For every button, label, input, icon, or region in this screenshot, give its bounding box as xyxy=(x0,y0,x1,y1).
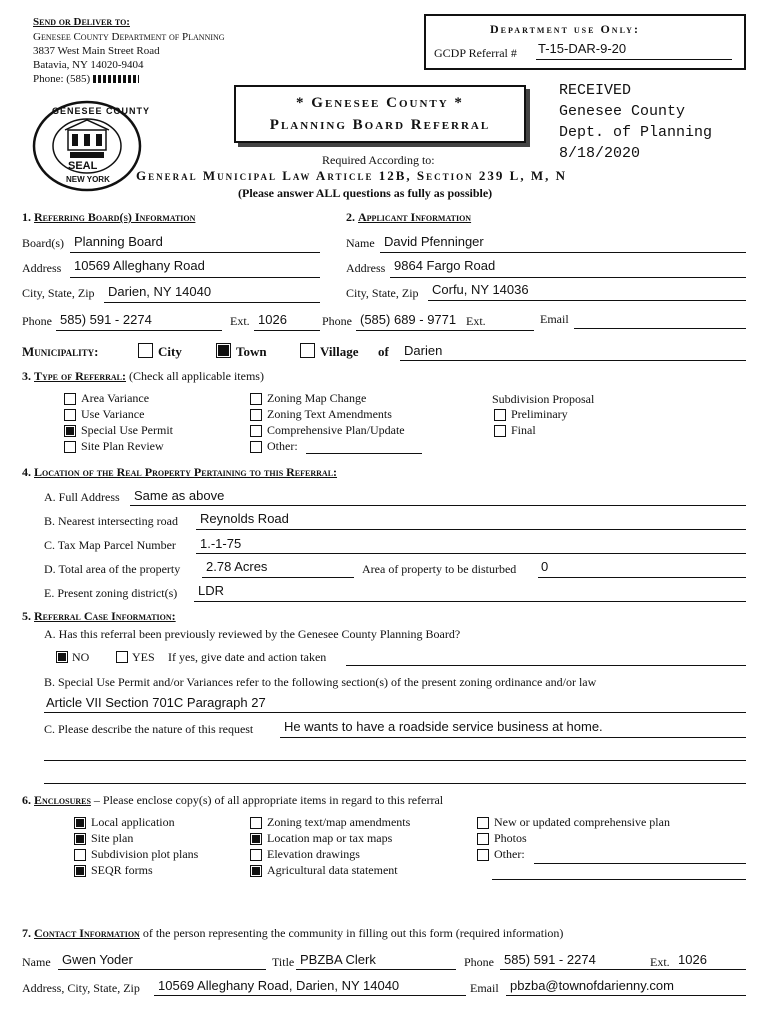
s1-address-field[interactable]: 10569 Alleghany Road xyxy=(74,258,205,273)
enclosure-b-checkbox-0[interactable] xyxy=(250,817,262,829)
s7-ext-field[interactable]: 1026 xyxy=(678,952,707,967)
s7-email-label: Email xyxy=(470,981,499,995)
enclosure-c-label-1: Photos xyxy=(494,831,527,845)
sender-org: Genesee County Department of Planning xyxy=(33,31,225,43)
city-label: City xyxy=(158,344,182,359)
subdivision-label-1: Final xyxy=(511,423,536,437)
town-label: Town xyxy=(236,344,267,359)
referral-type-label-0: Area Variance xyxy=(81,391,150,405)
s4-d2-line xyxy=(538,577,746,578)
referral-type-label-1: Use Variance xyxy=(81,407,145,421)
section4-title xyxy=(22,465,337,480)
section1-num: 1. xyxy=(22,210,31,224)
seal-middle-text: SEAL xyxy=(68,160,98,172)
village-label: Village xyxy=(320,344,359,359)
department-use-box xyxy=(424,14,746,70)
enclosure-checkbox-0[interactable] xyxy=(74,817,86,829)
s4-d2-field[interactable]: 0 xyxy=(541,559,549,574)
enclosure-b-checkbox-3[interactable] xyxy=(250,865,262,877)
section5-num: 5. xyxy=(22,609,31,623)
referral-type-b-label-0: Zoning Map Change xyxy=(267,391,367,405)
referral-type-label-3: Site Plan Review xyxy=(81,439,164,453)
s1-phone-field[interactable]: 585) 591 - 2274 xyxy=(60,312,152,327)
sender-street: 3837 West Main Street Road xyxy=(33,45,160,57)
enclosure-c-checkbox-1[interactable] xyxy=(477,833,489,845)
dept-use-heading: Department use Only: xyxy=(490,22,640,36)
enclosure-label-2: Subdivision plot plans xyxy=(91,847,199,861)
enclosure-checkbox-1[interactable] xyxy=(74,833,86,845)
section6-title xyxy=(22,793,443,808)
redacted-phone-icon xyxy=(93,75,139,83)
s7-phone-label: Phone xyxy=(464,955,494,969)
s1-phone-label: Phone xyxy=(22,314,52,328)
previously-reviewed-yes-checkbox[interactable] xyxy=(116,651,128,663)
if-yes-label: If yes, give date and action taken xyxy=(168,650,327,664)
section2-heading: Applicant Information xyxy=(358,210,472,224)
s2-phone-label: Phone xyxy=(322,314,352,328)
referral-type-checkbox-3[interactable] xyxy=(64,441,76,453)
municipality-label: Municipality: xyxy=(22,344,99,359)
received-stamp-line1: RECEIVED xyxy=(559,82,632,99)
s7-email-field[interactable]: pbzba@townofdarienny.com xyxy=(510,978,674,993)
section7-heading: Contact Information xyxy=(34,926,140,940)
if-yes-line xyxy=(346,665,746,666)
s3-other-line xyxy=(306,453,422,454)
enclosure-label-1: Site plan xyxy=(91,831,134,845)
section1-heading: Referring Board(s) Information xyxy=(34,210,196,224)
s1-ext-field[interactable]: 1026 xyxy=(258,312,287,327)
title-box xyxy=(234,85,526,143)
sender-heading: Send or Deliver to: xyxy=(33,16,130,28)
s2-ext-label: Ext. xyxy=(466,314,486,328)
section4-heading: Location of the Real Property Pertaining to this Referral: xyxy=(34,465,338,479)
enclosure-c-checkbox-2[interactable] xyxy=(477,849,489,861)
title-line2: Planning Board Referral xyxy=(269,117,491,133)
s2-address-line xyxy=(390,277,746,278)
s1-phone-line xyxy=(56,330,222,331)
enclosure-c-checkbox-0[interactable] xyxy=(477,817,489,829)
received-stamp-line3: Dept. of Planning xyxy=(559,124,713,141)
section3-title xyxy=(22,369,264,384)
s7-title-label: Title xyxy=(272,955,295,969)
city-checkbox[interactable] xyxy=(138,343,153,358)
s7-phone-line xyxy=(500,969,746,970)
s5-b-line xyxy=(44,712,746,713)
s1-ext-label: Ext. xyxy=(230,314,250,328)
municipality-field[interactable]: Darien xyxy=(404,343,443,358)
referral-type-b-checkbox-0[interactable] xyxy=(250,393,262,405)
section5-title xyxy=(22,609,176,624)
section2-title xyxy=(346,210,471,225)
referral-type-b-label-2: Comprehensive Plan/Update xyxy=(267,423,405,437)
s5-c-label: C. Please describe the nature of this request xyxy=(44,722,254,736)
section2-num: 2. xyxy=(346,210,355,224)
s5-b-label: B. Special Use Permit and/or Variances refer to the following section(s) of the present zoning ordinance and/or law xyxy=(44,675,597,689)
referral-type-b-checkbox-1[interactable] xyxy=(250,409,262,421)
s5-c-line xyxy=(280,737,746,738)
no-label: NO xyxy=(72,650,90,664)
section7-subtitle: of the person representing the community in filling out this form (required information) xyxy=(142,926,564,940)
s4-a-field[interactable]: Same as above xyxy=(134,488,225,503)
s4-c-line xyxy=(196,553,746,554)
s2-name-label: Name xyxy=(346,236,375,250)
s1-address-label: Address xyxy=(22,261,62,275)
s4-d-label: D. Total area of the property xyxy=(44,562,181,576)
s4-b-label: B. Nearest intersecting road xyxy=(44,514,178,528)
subdivision-checkbox-1[interactable] xyxy=(494,425,506,437)
s5-c-field[interactable]: He wants to have a roadside service business at home. xyxy=(284,719,603,734)
s4-d-line xyxy=(202,577,354,578)
s7-name-line xyxy=(58,969,266,970)
s2-phone-field[interactable]: (585) 689 - 9771 xyxy=(360,312,457,327)
section6-num: 6. xyxy=(22,793,31,807)
referral-line xyxy=(536,59,732,60)
enclosure-label-3: SEQR forms xyxy=(91,863,153,877)
s4-a-label: A. Full Address xyxy=(44,490,120,504)
town-checkbox[interactable] xyxy=(216,343,231,358)
enclosure-b-checkbox-2[interactable] xyxy=(250,849,262,861)
s1-csz-field[interactable]: Darien, NY 14040 xyxy=(108,284,212,299)
s7-phone-field[interactable]: 585) 591 - 2274 xyxy=(504,952,596,967)
referral-type-label-2: Special Use Permit xyxy=(81,423,173,437)
section7-num: 7. xyxy=(22,926,31,940)
enclosure-b-checkbox-1[interactable] xyxy=(250,833,262,845)
s7-name-field[interactable]: Gwen Yoder xyxy=(62,952,133,967)
s5-b-field[interactable]: Article VII Section 701C Paragraph 27 xyxy=(46,695,266,710)
s4-b-field[interactable]: Reynolds Road xyxy=(200,511,289,526)
enclosure-b-label-3: Agricultural data statement xyxy=(267,863,398,877)
of-label: of xyxy=(378,344,389,359)
referral-type-b-label-1: Zoning Text Amendments xyxy=(267,407,392,421)
law-article: General Municipal Law Article 12B, Section 239 L, M, N xyxy=(136,168,567,183)
enclosure-checkbox-3[interactable] xyxy=(74,865,86,877)
board-label: Board(s) xyxy=(22,236,64,250)
sender-phone-label: Phone: (585) xyxy=(33,73,91,85)
s4-e-field[interactable]: LDR xyxy=(198,583,225,598)
s2-csz-field[interactable]: Corfu, NY 14036 xyxy=(432,282,529,297)
referral-type-checkbox-1[interactable] xyxy=(64,409,76,421)
received-stamp-line4: 8/18/2020 xyxy=(559,145,641,162)
s4-c-field[interactable]: 1.-1-75 xyxy=(200,536,242,551)
municipality-line xyxy=(400,360,746,361)
s7-address-line xyxy=(154,995,466,996)
section6-subtitle: – Please enclose copy(s) of all appropriate items in regard to this referral xyxy=(93,793,444,807)
s2-csz-line xyxy=(428,300,746,301)
section1-title xyxy=(22,210,195,225)
required-according: Required According to: xyxy=(322,153,435,167)
board-line xyxy=(70,252,320,253)
s7-name-label: Name xyxy=(22,955,51,969)
enclosure-label-0: Local application xyxy=(91,815,175,829)
s2-email-line xyxy=(574,328,746,329)
s2-csz-label: City, State, Zip xyxy=(346,286,419,300)
s4-e-label: E. Present zoning district(s) xyxy=(44,586,178,600)
section6-heading: Enclosures xyxy=(34,793,91,807)
enclosure-c-label-2: Other: xyxy=(494,847,525,861)
s4-d2-label: Area of property to be disturbed xyxy=(362,562,517,576)
s2-name-field[interactable]: David Pfenninger xyxy=(384,234,484,249)
received-stamp-line2: Genesee County xyxy=(559,103,686,120)
enclosure-checkbox-2[interactable] xyxy=(74,849,86,861)
s4-b-line xyxy=(196,529,746,530)
enclosure-b-label-2: Elevation drawings xyxy=(267,847,360,861)
seal-bottom-text: NEW YORK xyxy=(66,175,110,184)
s1-ext-line xyxy=(254,330,320,331)
s1-address-line xyxy=(70,277,320,278)
seal-top-text: GENESEE COUNTY xyxy=(52,106,151,116)
enclosure-b-label-0: Zoning text/map amendments xyxy=(267,815,411,829)
referral-type-b-checkbox-2[interactable] xyxy=(250,425,262,437)
subdivision-checkbox-0[interactable] xyxy=(494,409,506,421)
s4-c-label: C. Tax Map Parcel Number xyxy=(44,538,176,552)
s1-csz-label: City, State, Zip xyxy=(22,286,95,300)
yes-label: YES xyxy=(132,650,155,664)
s2-phone-line xyxy=(356,330,534,331)
s7-title-line xyxy=(296,969,456,970)
sender-city: Batavia, NY 14020-9404 xyxy=(33,59,144,71)
s7-address-field[interactable]: 10569 Alleghany Road, Darien, NY 14040 xyxy=(158,978,400,993)
section3-num: 3. xyxy=(22,369,31,383)
referral-type-b-checkbox-3[interactable] xyxy=(250,441,262,453)
s6-other-line xyxy=(534,863,746,864)
law-note: (Please answer ALL questions as fully as possible) xyxy=(238,186,493,200)
village-checkbox[interactable] xyxy=(300,343,315,358)
s2-address-field[interactable]: 9864 Fargo Road xyxy=(394,258,496,273)
section4-num: 4. xyxy=(22,465,31,479)
section3-heading: Type of Referral: xyxy=(34,369,127,383)
s4-e-line xyxy=(194,601,746,602)
subdivision-label-0: Preliminary xyxy=(511,407,568,421)
section7-title xyxy=(22,926,563,941)
board-field[interactable]: Planning Board xyxy=(74,234,163,249)
section5-heading: Referral Case Information: xyxy=(34,609,176,623)
referral-label: GCDP Referral # xyxy=(434,46,517,60)
referral-type-checkbox-2[interactable] xyxy=(64,425,76,437)
previously-reviewed-no-checkbox[interactable] xyxy=(56,651,68,663)
s5-c-line3 xyxy=(44,783,746,784)
subdivision-heading: Subdivision Proposal xyxy=(492,392,595,406)
s2-address-label: Address xyxy=(346,261,386,275)
s7-ext-label: Ext. xyxy=(650,955,670,969)
s4-a-line xyxy=(130,505,746,506)
title-line1: * Genesee County * xyxy=(296,95,464,111)
county-seal xyxy=(32,100,151,192)
s6-other-line2 xyxy=(492,879,746,880)
enclosure-c-label-0: New or updated comprehensive plan xyxy=(494,815,670,829)
s7-address-label: Address, City, State, Zip xyxy=(22,981,140,995)
referral-number[interactable]: T-15-DAR-9-20 xyxy=(538,41,627,56)
s5-a-label: A. Has this referral been previously reviewed by the Genesee County Planning Board? xyxy=(44,627,461,641)
section3-subtitle: (Check all applicable items) xyxy=(129,369,264,383)
s7-title-field[interactable]: PBZBA Clerk xyxy=(300,952,376,967)
enclosure-b-label-1: Location map or tax maps xyxy=(267,831,393,845)
s4-d-field[interactable]: 2.78 Acres xyxy=(206,559,268,574)
s5-c-line2 xyxy=(44,760,746,761)
referral-type-b-label-3: Other: xyxy=(267,439,298,453)
s7-email-line xyxy=(506,995,746,996)
sender-phone xyxy=(33,73,139,85)
referral-type-checkbox-0[interactable] xyxy=(64,393,76,405)
s2-email-label: Email xyxy=(540,312,569,326)
s1-csz-line xyxy=(104,302,320,303)
s2-name-line xyxy=(380,252,746,253)
